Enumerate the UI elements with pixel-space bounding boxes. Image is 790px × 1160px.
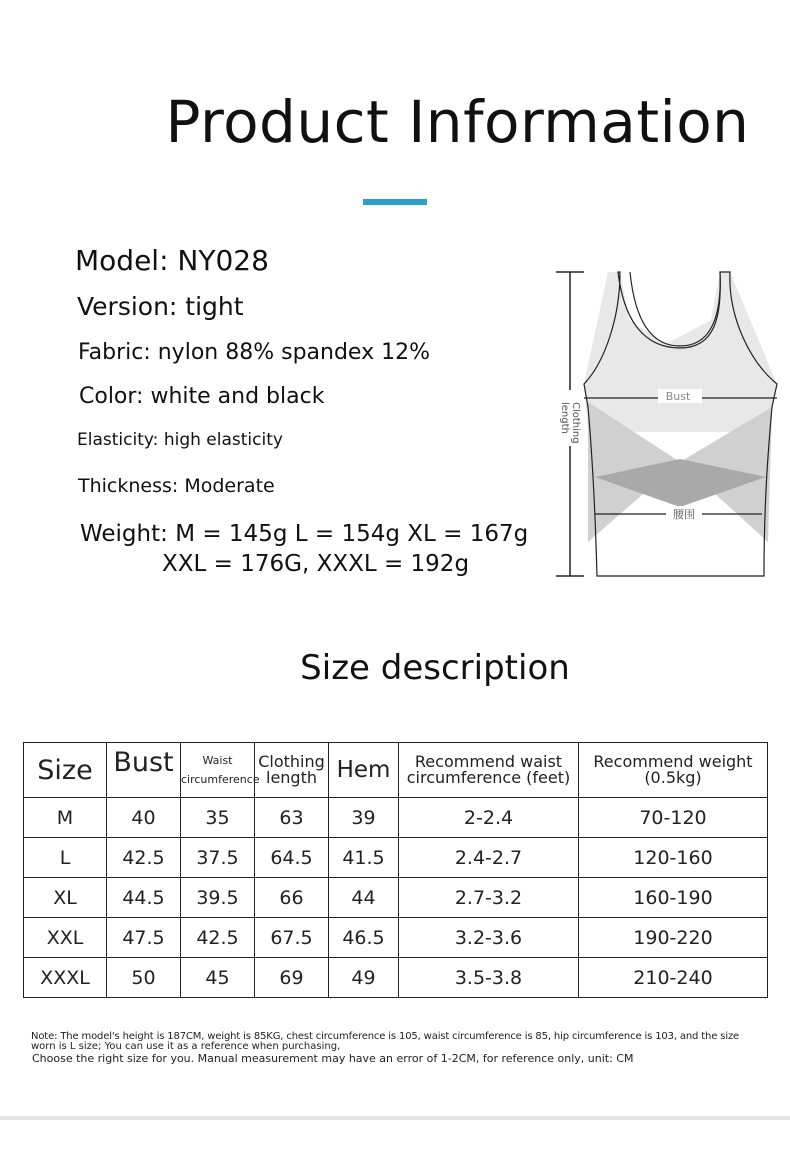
cell-rec-waist: 3.5-3.8 xyxy=(399,958,579,998)
upper-panel-shade xyxy=(584,272,777,432)
cell-waist: 45 xyxy=(181,958,255,998)
table-row xyxy=(24,798,768,838)
note-line-2: worn is L size; You can use it as a reference when purchasing, xyxy=(31,1041,341,1052)
cell-rec-weight: 210-240 xyxy=(579,958,768,998)
header-size: Size xyxy=(24,743,107,798)
cell-waist: 35 xyxy=(181,798,255,838)
cell-rec-weight: 70-120 xyxy=(579,798,768,838)
spec-fabric: Fabric: nylon 88% spandex 12% xyxy=(78,340,430,365)
table-row xyxy=(24,838,768,878)
waist-label: 腰围 xyxy=(673,508,695,521)
cell-hem: 44 xyxy=(329,878,399,918)
cell-rec-weight: 120-160 xyxy=(579,838,768,878)
cell-rec-waist: 3.2-3.6 xyxy=(399,918,579,958)
size-table xyxy=(23,742,768,998)
spec-model: Model: NY028 xyxy=(75,244,269,277)
spec-weight-line2: XXL = 176G, XXXL = 192g xyxy=(162,551,470,577)
page-title: Product Information xyxy=(165,88,750,156)
cell-length: 67.5 xyxy=(255,918,329,958)
spec-thickness: Thickness: Moderate xyxy=(78,475,275,497)
length-label-2: length xyxy=(559,402,570,434)
cell-length: 66 xyxy=(255,878,329,918)
size-section-title: Size description xyxy=(300,648,570,688)
cell-rec-weight: 190-220 xyxy=(579,918,768,958)
header-waist: Waist circumference xyxy=(181,743,255,798)
header-clothing-length: Clothing length xyxy=(255,743,329,798)
bust-label: Bust xyxy=(665,390,691,403)
table-row xyxy=(24,918,768,958)
cell-size: XL xyxy=(24,878,107,918)
length-label-1: Clothing xyxy=(570,402,581,444)
cell-hem: 46.5 xyxy=(329,918,399,958)
cell-bust: 44.5 xyxy=(107,878,181,918)
cell-length: 64.5 xyxy=(255,838,329,878)
note-line-3: Choose the right size for you. Manual measurement may have an error of 1-2CM, for reference only, unit: CM xyxy=(32,1052,634,1065)
cell-size: M xyxy=(24,798,107,838)
cell-size: XXL xyxy=(24,918,107,958)
spec-weight-line1: Weight: M = 145g L = 154g XL = 167g xyxy=(80,521,529,547)
cell-rec-waist: 2.4-2.7 xyxy=(399,838,579,878)
spec-version: Version: tight xyxy=(77,292,244,321)
garment-diagram xyxy=(540,262,790,592)
cell-rec-weight: 160-190 xyxy=(579,878,768,918)
cell-bust: 40 xyxy=(107,798,181,838)
table-row xyxy=(24,958,768,998)
cell-length: 69 xyxy=(255,958,329,998)
cell-hem: 39 xyxy=(329,798,399,838)
cell-hem: 49 xyxy=(329,958,399,998)
bottom-divider xyxy=(0,1116,790,1120)
cell-bust: 42.5 xyxy=(107,838,181,878)
note-line-1: Note: The model's height is 187CM, weight is 85KG, chest circumference is 105, waist circumference is 85, hip circumference is 103, and the size xyxy=(31,1031,740,1042)
cell-rec-waist: 2.7-3.2 xyxy=(399,878,579,918)
spec-elasticity: Elasticity: high elasticity xyxy=(77,430,283,450)
cell-bust: 50 xyxy=(107,958,181,998)
cell-length: 63 xyxy=(255,798,329,838)
cell-hem: 41.5 xyxy=(329,838,399,878)
header-recommend-weight: Recommend weight (0.5kg) xyxy=(579,743,768,798)
cell-rec-waist: 2-2.4 xyxy=(399,798,579,838)
cell-waist: 39.5 xyxy=(181,878,255,918)
header-hem: Hem xyxy=(329,743,399,798)
header-bust: Bust xyxy=(107,743,181,798)
table-header-row xyxy=(24,743,768,798)
cell-waist: 37.5 xyxy=(181,838,255,878)
cell-size: XXXL xyxy=(24,958,107,998)
cell-waist: 42.5 xyxy=(181,918,255,958)
cell-size: L xyxy=(24,838,107,878)
header-recommend-waist: Recommend waist circumference (feet) xyxy=(399,743,579,798)
title-accent-bar xyxy=(363,199,427,205)
cell-bust: 47.5 xyxy=(107,918,181,958)
spec-color: Color: white and black xyxy=(79,384,325,409)
table-row xyxy=(24,878,768,918)
